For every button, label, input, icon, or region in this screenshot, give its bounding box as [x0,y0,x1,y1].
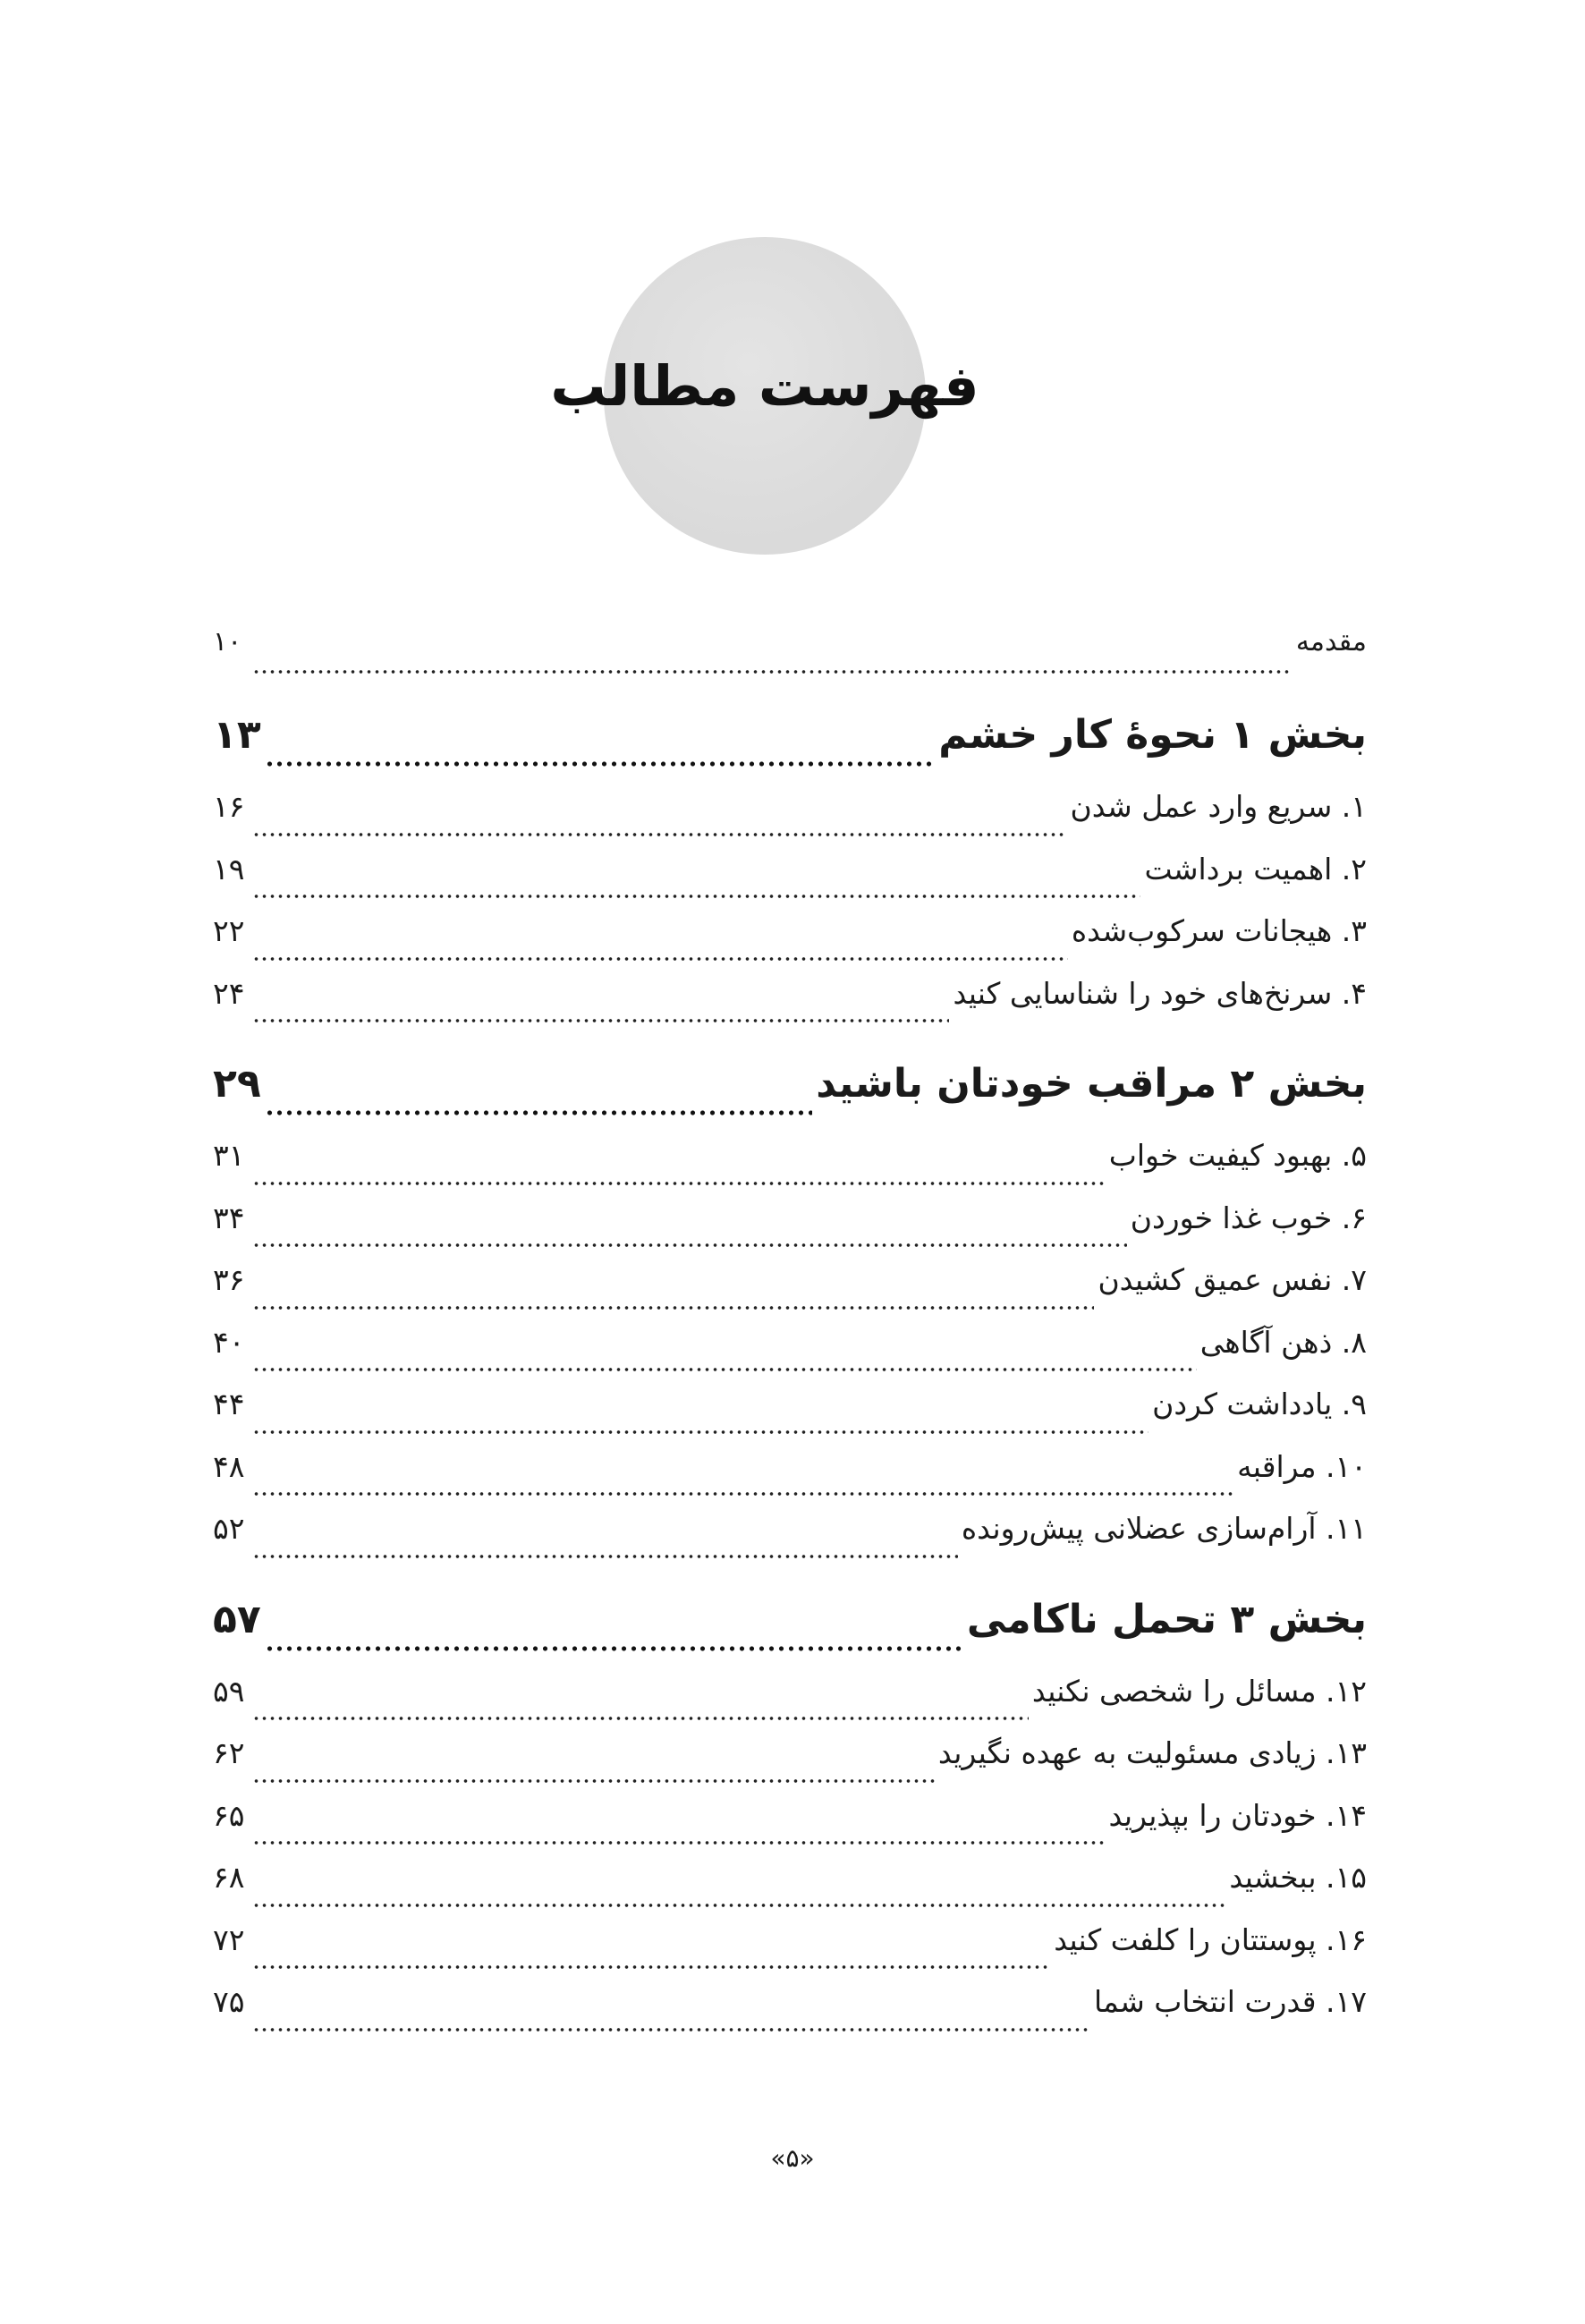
toc-chapter-label: ۷. نفس عمیق کشیدن [1098,1262,1367,1297]
toc-chapter[interactable] [213,976,1367,1039]
toc-chapter[interactable] [213,1860,1367,1922]
toc-chapter-label: ۱۵. ببخشید [1229,1860,1367,1895]
dot-leader [252,2015,1090,2033]
toc-chapter-label: ۵. بهبود کیفیت خواب [1108,1138,1367,1173]
toc-chapter-label: ۱۷. قدرت انتخاب شما [1093,1984,1367,2019]
dot-leader [265,1099,812,1117]
dot-leader [252,1542,958,1560]
toc-chapter-label: ۱۴. خودتان را بپذیرید [1108,1797,1367,1833]
toc-chapter[interactable] [213,1138,1367,1200]
toc-part-2[interactable] [213,1061,1367,1138]
toc-chapter-page: ۳۶ [213,1262,245,1297]
toc-chapter[interactable] [213,1674,1367,1736]
dot-leader [265,1635,963,1653]
toc-chapter-label: ۱. سریع وارد عمل شدن [1070,789,1367,824]
toc-chapter[interactable] [213,1387,1367,1449]
page-number: «۵» [770,2143,815,2173]
toc-chapter-label: ۱۲. مسائل را شخصی نکنید [1031,1673,1367,1709]
toc-chapter[interactable] [213,852,1367,914]
dot-leader [252,1828,1106,1846]
toc-chapter-page: ۶۲ [213,1735,245,1770]
title-badge [550,237,979,555]
toc-part-label: بخش ۳ تحمل ناکامی [966,1596,1367,1642]
dot-leader [252,1006,949,1024]
toc-chapter-page: ۶۵ [213,1797,245,1833]
toc-entry-page: ۱۰ [213,626,242,657]
toc-chapter-label: ۲. اهمیت برداشت [1144,851,1367,886]
toc-part-3[interactable] [213,1597,1367,1674]
toc-chapter-page: ۶۸ [213,1860,245,1895]
dot-leader [252,1418,1148,1436]
toc-chapter-label: ۱۱. آرام‌سازی عضلانی پیش‌رونده [961,1511,1367,1546]
toc-part-page: ۱۳ [213,712,261,758]
toc-chapter[interactable] [213,1798,1367,1861]
toc-chapter-page: ۵۲ [213,1511,245,1546]
toc-chapter-page: ۴۰ [213,1324,245,1360]
toc-chapter-page: ۲۲ [213,913,245,948]
toc-chapter-label: ۱۶. پوستتان را کلفت کنید [1054,1921,1367,1957]
toc-chapter[interactable] [213,1200,1367,1263]
toc-chapter-page: ۵۹ [213,1673,245,1709]
toc-chapter-page: ۱۹ [213,851,245,886]
dot-leader [252,657,1293,675]
toc-chapter-page: ۷۲ [213,1921,245,1957]
toc-chapter-label: ۱۰. مراقبه [1237,1448,1367,1484]
toc-chapter[interactable] [213,1511,1367,1573]
toc-chapter[interactable] [213,1735,1367,1798]
dot-leader [252,1480,1233,1497]
dot-leader [252,1767,935,1785]
toc-chapter[interactable] [213,913,1367,976]
toc-chapter-page: ۴۸ [213,1448,245,1484]
page-title: فهرست مطالب [550,353,979,419]
dot-leader [252,1355,1197,1373]
toc-part-label: بخش ۱ نحوهٔ کار خشم [938,712,1367,758]
toc-part-page: ۵۷ [213,1596,261,1642]
toc-chapter-label: ۳. هیجانات سرکوب‌شده [1071,913,1367,948]
toc-chapter-page: ۳۱ [213,1138,245,1173]
toc-entry-intro[interactable] [213,626,1367,689]
dot-leader [252,1953,1050,1971]
toc-chapter[interactable] [213,1984,1367,2047]
toc-chapter[interactable] [213,1325,1367,1387]
toc-chapter-page: ۳۴ [213,1200,245,1235]
dot-leader [252,945,1068,963]
dot-leader [252,1231,1127,1249]
toc-chapter-page: ۴۴ [213,1387,245,1421]
toc-chapter-label: ۱۳. زیادی مسئولیت به عهده نگیرید [937,1735,1367,1770]
dot-leader [252,1293,1094,1311]
toc-chapter[interactable] [213,789,1367,852]
dot-leader [265,751,935,768]
toc-chapter[interactable] [213,1449,1367,1512]
table-of-contents [213,626,1367,2047]
toc-entry-label: مقدمه [1295,626,1367,657]
dot-leader [252,1169,1106,1187]
toc-chapter[interactable] [213,1922,1367,1985]
toc-part-page: ۲۹ [213,1061,261,1107]
dot-leader [252,1891,1225,1909]
dot-leader [252,820,1067,838]
toc-chapter-label: ۹. یادداشت کردن [1152,1387,1367,1421]
toc-chapter-page: ۷۵ [213,1984,245,2019]
toc-part-1[interactable] [213,712,1367,789]
toc-chapter-label: ۴. سرنخ‌های خود را شناسایی کنید [953,975,1367,1011]
toc-chapter-page: ۲۴ [213,975,245,1011]
toc-part-label: بخش ۲ مراقب خودتان باشید [816,1061,1367,1107]
toc-chapter-page: ۱۶ [213,789,245,824]
toc-chapter[interactable] [213,1262,1367,1325]
dot-leader [252,1704,1029,1722]
toc-chapter-label: ۸. ذهن آگاهی [1199,1324,1367,1360]
toc-chapter-label: ۶. خوب غذا خوردن [1130,1200,1367,1235]
dot-leader [252,882,1140,900]
